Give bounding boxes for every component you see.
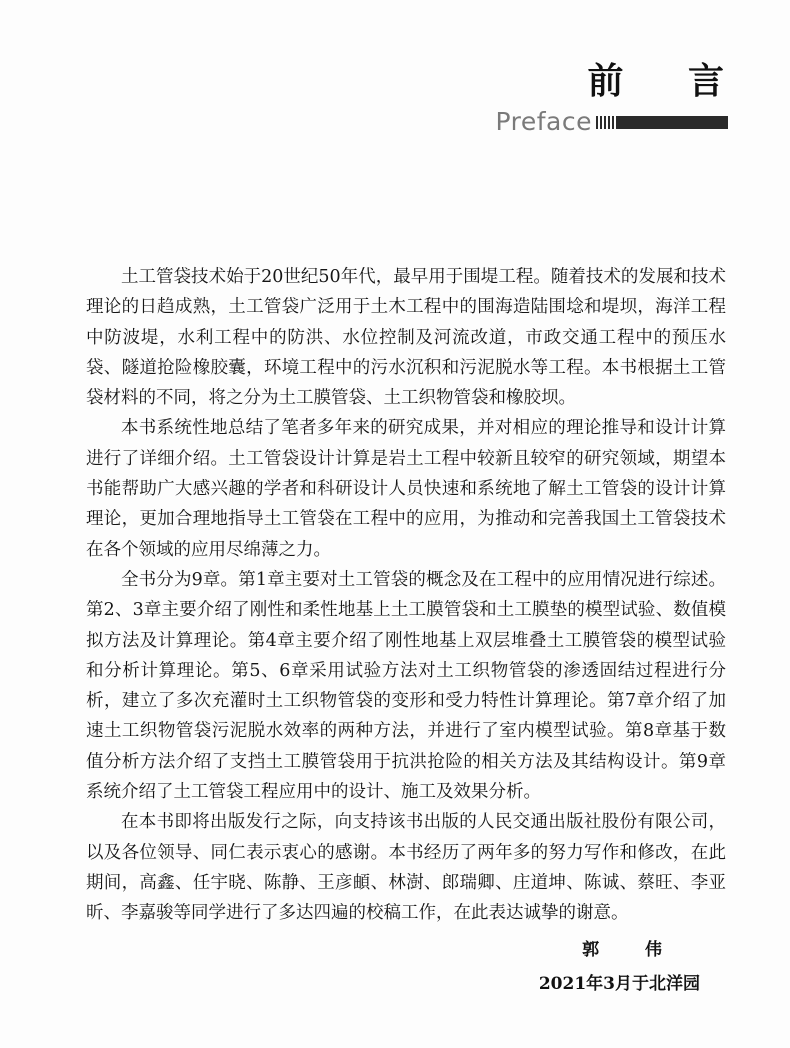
author-name: 郭 伟: [582, 940, 682, 960]
page-title: 前 言: [587, 61, 750, 102]
decorative-bar: [596, 116, 728, 129]
paragraph-1: 土工管袋技术始于20世纪50年代，最早用于围堤工程。随着技术的发展和技术理论的日趋成熟，土工管袋广泛用于土木工程中的围海造陆围埝和堤坝，海洋工程中防波堤，水利工程中的防洪、水位控制及河流改道，市政交通工程中的预压水袋、隧道抢险橡胶囊，环境工程中的污水沉积和污泥脱水等工程。本书根据土工管袋材料的不同，将之分为土工膜管袋、土工织物管袋和橡胶坝。: [86, 267, 726, 409]
paragraph-3: 全书分为9章。第1章主要对土工管袋的概念及在工程中的应用情况进行综述。第2、3章主要介绍了刚性和柔性地基上土工膜管袋和土工膜垫的模型试验、数值模拟方法及计算理论。第4章主要介绍了刚性地基上双层堆叠土工膜管袋的模型试验和分析计算理论。第5、6章采用试验方法对土工织物管袋的渗透固结过程进行分析，建立了多次充灌时土工织物管袋的变形和受力特性计算理论。第7章介绍了加速土工织物管袋污泥脱水效率的两种方法，并进行了室内模型试验。第8章基于数值分析方法介绍了支挡土工膜管袋用于抗洪抢险的相关方法及其结构设计。第9章系统介绍了土工管袋工程应用中的设计、施工及效果分析。: [86, 569, 726, 803]
signature-date: 2021年3月于北洋园: [538, 974, 700, 994]
paragraph-2: 本书系统性地总结了笔者多年来的研究成果，并对相应的理论推导和设计计算进行了详细介绍。土工管袋设计计算是岩土工程中较新且较窄的研究领域，期望本书能帮助广大感兴趣的学者和科研设计人员快速和系统地了解土工管袋的设计计算理论，更加合理地指导土工管袋在工程中的应用，为推动和完善我国土工管袋技术在各个领域的应用尽绵薄之力。: [86, 418, 726, 560]
preface-body: [86, 262, 726, 929]
page-subtitle: Preface: [495, 107, 592, 136]
paragraph-4: 在本书即将出版发行之际，向支持该书出版的人民交通出版社股份有限公司，以及各位领导、同仁表示衷心的感谢。本书经历了两年多的努力写作和修改，在此期间，高鑫、任宇晓、陈静、王彦頔、林澍、郎瑞卿、庄道坤、陈诚、蔡旺、李亚昕、李嘉骏等同学进行了多达四遍的校稿工作，在此表达诚挚的谢意。: [86, 812, 726, 924]
subtitle-row: [496, 106, 729, 138]
signature-block: [539, 938, 700, 996]
